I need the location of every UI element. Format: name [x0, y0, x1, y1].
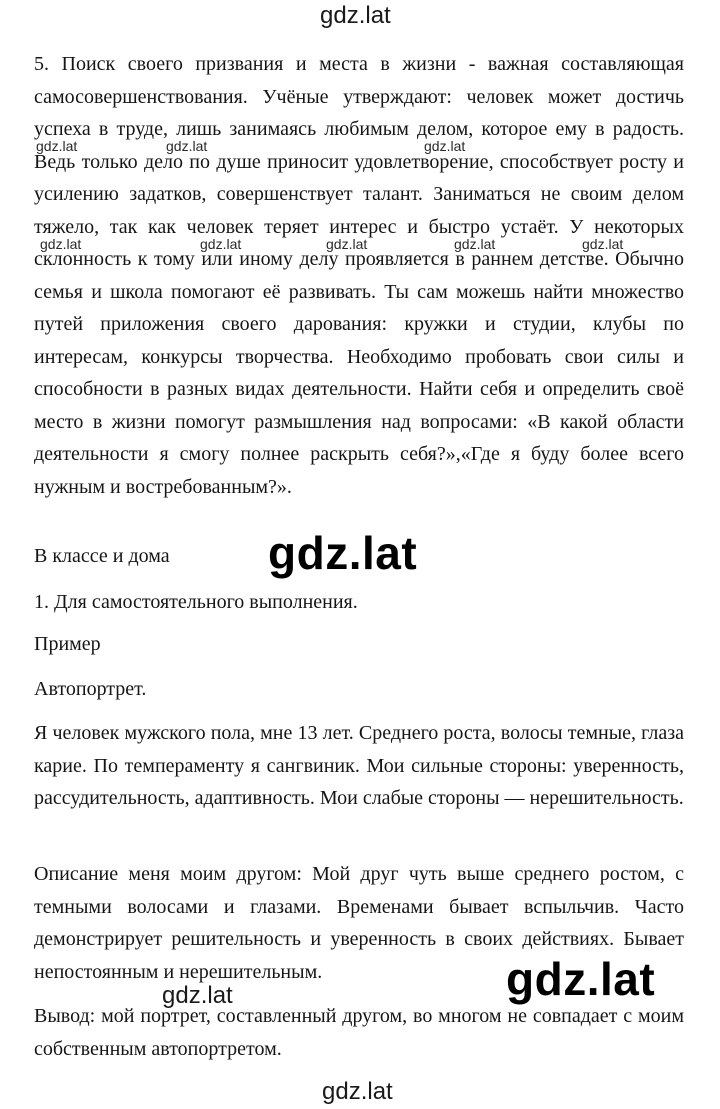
task-1: 1. Для самостоятельного выполнения. — [34, 591, 358, 613]
section-heading: В классе и дома — [34, 545, 170, 567]
conclusion: Вывод: мой портрет, составленный другом, во многом не совпадает с моим собственным автопортретом. — [34, 1005, 684, 1060]
self-portrait-text: Я человек мужского пола, мне 13 лет. Среднего роста, волосы темные, глаза карие. По темпераменту я сангвиник. Мои сильные стороны: уверенность, рассудительность, адаптивность. Мои слабые стороны — нерешительность. — [34, 722, 684, 809]
watermark-small: gdz.lat — [454, 236, 496, 252]
watermark-small: gdz.lat — [326, 236, 368, 252]
watermark-bottom: gdz.lat — [322, 1078, 393, 1105]
self-portrait-title: Автопортрет. — [34, 678, 147, 700]
paragraph-5: 5. Поиск своего призвания и места в жизни - важная составляющая самосовершенствования. Учёные утверждают: человек может достичь успеха в труде, лишь занимаясь любимым делом, которое ему в радость. Ведь только дело по душе приносит удовлетворение, способствует росту и усилению задатков, совершенствует талант. Заниматься не своим делом тяжело, так как человек теряет интерес и быстро устаёт. У некоторых склонность к тому или иному делу проявляется в раннем детстве. Обычно семья и школа помогают её развивать. Ты сам можешь найти множество путей приложения своего дарования: кружки и студии, клубы по интересам, конкурсы творчества. Необходимо пробовать свои силы и способности в разных видах деятельности. Найти себя и определить своё место в жизни помогут размышления над вопросами: «В какой области деятельности я смогу полнее раскрыть себя?»,«Где я буду более всего нужным и востребованным?». — [34, 53, 684, 498]
watermark-top: gdz.lat — [320, 2, 391, 29]
watermark-small: gdz.lat — [36, 138, 78, 154]
watermark-small: gdz.lat — [582, 236, 624, 252]
watermark-small: gdz.lat — [166, 138, 208, 154]
friend-description: Описание меня моим другом: Мой друг чуть выше среднего ростом, с темными волосами и глазами. Временами бывает вспыльчив. Часто демонстрирует решительность и уверенность в своих действиях. Бывает непостоянным и нерешительным. — [34, 863, 684, 983]
watermark-medium: gdz.lat — [162, 982, 233, 1009]
watermark-small: gdz.lat — [200, 236, 242, 252]
watermark-large: gdz.lat — [506, 953, 656, 1005]
watermark-large: gdz.lat — [268, 527, 418, 579]
example-label: Пример — [34, 633, 101, 655]
watermark-small: gdz.lat — [424, 138, 466, 154]
watermark-small: gdz.lat — [40, 236, 82, 252]
